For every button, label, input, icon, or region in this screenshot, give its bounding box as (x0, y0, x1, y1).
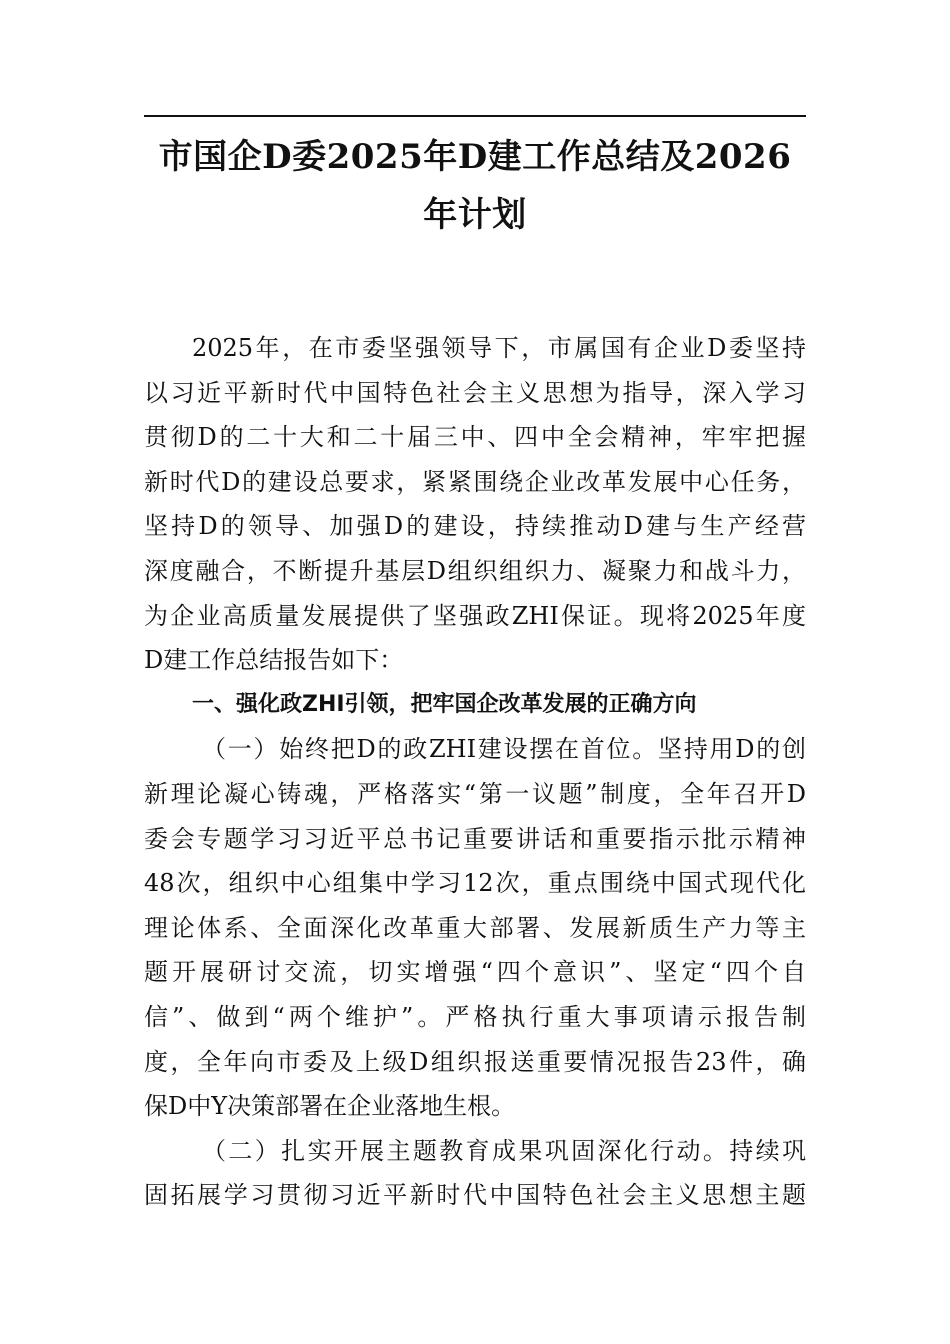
document-body (144, 326, 806, 1218)
document-title (144, 128, 806, 244)
section1-line-2: 新理论凝心铸魂，严格落实“第一议题”制度，全年召开D (144, 779, 806, 808)
section2-line-2: 固拓展学习贯彻习近平新时代中国特色社会主义思想主题 (144, 1181, 806, 1210)
intro-line-1: 2025年，在市委坚强领导下，市属国有企业D委坚持 (192, 334, 806, 362)
section1-line-4: 48次，组织中心组集中学习12次，重点围绕中国式现代化 (144, 869, 806, 898)
title-line-1: 市国企D委2025年D建工作总结及2026 (158, 137, 792, 177)
intro-line-7: 为企业高质量发展提供了坚强政ZHI保证。现将2025年度 (144, 601, 806, 630)
intro-line-8: D建工作总结报告如下： (144, 646, 404, 675)
section2-line-1: （二）扎实开展主题教育成果巩固深化行动。持续巩 (202, 1136, 806, 1165)
section1-line-6: 题开展研讨交流，切实增强“四个意识”、坚定“四个自 (144, 958, 806, 987)
intro-line-6: 深度融合，不断提升基层D组织组织力、凝聚力和战斗力， (144, 556, 806, 585)
section1-line-5: 理论体系、全面深化改革重大部署、发展新质生产力等主 (144, 913, 806, 942)
section1-line-7: 信”、做到“两个维护”。严格执行重大事项请示报告制 (144, 1002, 806, 1031)
section1-line-1: （一）始终把D的政ZHI建设摆在首位。坚持用D的创 (202, 735, 806, 764)
section1-line-3: 委会专题学习习近平总书记重要讲话和重要指示批示精神 (144, 824, 806, 853)
section1-line-9: 保D中Y决策部署在企业落地生根。 (144, 1092, 516, 1121)
section1-line-8: 度，全年向市委及上级D组织报送重要情况报告23件，确 (144, 1047, 806, 1076)
section-heading-1: 一、强化政ZHI引领，把牢国企改革发展的正确方向 (192, 691, 697, 717)
title-line-2: 年计划 (423, 195, 527, 235)
intro-line-3: 贯彻D的二十大和二十届三中、四中全会精神，牢牢把握 (144, 423, 806, 452)
intro-line-4: 新时代D的建设总要求，紧紧围绕企业改革发展中心任务， (144, 467, 806, 496)
top-rule-divider (144, 115, 806, 117)
intro-line-5: 坚持D的领导、加强D的建设，持续推动D建与生产经营 (144, 512, 806, 541)
intro-line-2: 以习近平新时代中国特色社会主义思想为指导，深入学习 (144, 378, 806, 407)
